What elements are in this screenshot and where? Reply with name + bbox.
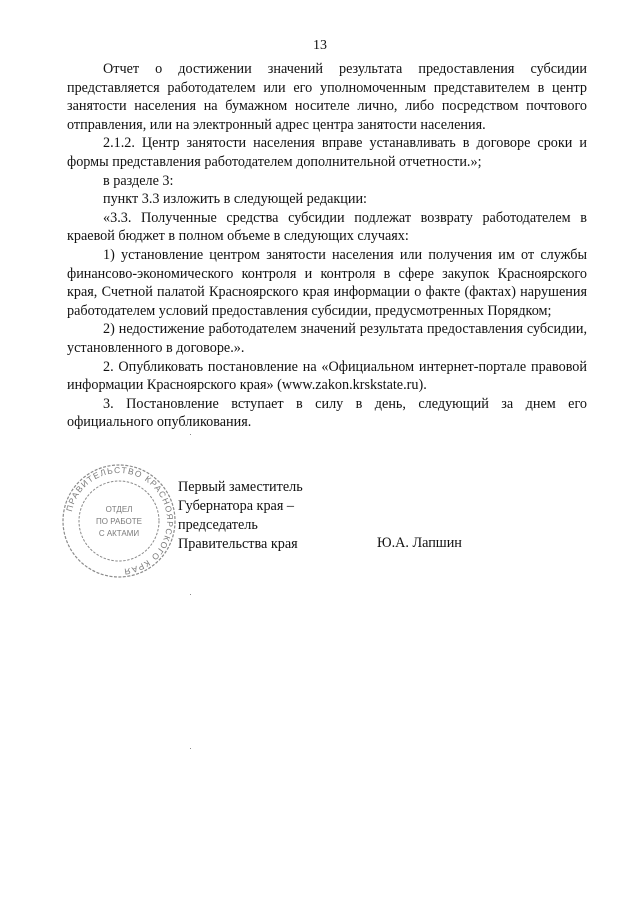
paragraph-section-3: в разделе 3: [103, 172, 174, 189]
scan-speck [190, 594, 191, 595]
scan-speck [190, 748, 191, 749]
signature-block [178, 478, 303, 554]
official-stamp [60, 462, 178, 580]
paragraph-case-2: 2) недостижение работодателем значений результата предоставления субсидии, установленного в договоре.». [67, 321, 587, 356]
paragraph-report: Отчет о достижении значений результата предоставления субсидии представляется работодателем или его уполномоченным представителем в центр занятости населения на бумажном носителе лично, либо посредством почтового отправления, или на электронный адрес центра занятости населения. [67, 61, 587, 133]
stamp-line-1: ОТДЕЛ [105, 505, 133, 514]
signature-title-line: Первый заместитель [178, 479, 303, 495]
signatory-name: Ю.А. Лапшин [377, 535, 462, 551]
signature-title-line: председатель [178, 517, 258, 533]
stamp-line-2: ПО РАБОТЕ [96, 517, 142, 526]
stamp-outer-text: ПРАВИТЕЛЬСТВО КРАСНОЯРСКОГО КРАЯ [63, 464, 176, 577]
document-body [67, 60, 587, 432]
signature-title-line: Правительства края [178, 536, 298, 552]
stamp-line-3: С АКТАМИ [98, 529, 140, 538]
paragraph-case-1: 1) установление центром занятости населения или получения им от службы финансово-экономического контроля и контроля в сфере закупок Красноярского края, Счетной палатой Красноярского края информации о факте (фактах) нарушения работодателем условий предоставления субсидии, предусмотренных Порядком; [67, 246, 587, 319]
paragraph-clause-3-3-intro: пункт 3.3 изложить в следующей редакции: [103, 191, 367, 208]
paragraph-effective: 3. Постановление вступает в силу в день, следующий за днем его официального опубликования. [67, 395, 587, 431]
paragraph-clause-3-3: «3.3. Полученные средства субсидии подлежат возврату работодателем в краевой бюджет в полном объеме в следующих случаях: [67, 209, 587, 245]
paragraph-publish: 2. Опубликовать постановление на «Официальном интернет-портале правовой информации Красноярского края» (www.zakon.krskstate.ru). [67, 358, 587, 394]
signature-title-line: Губернатора края – [178, 498, 295, 514]
paragraph-2-1-2: 2.1.2. Центр занятости населения вправе устанавливать в договоре сроки и формы представления работодателем дополнительной отчетности.»; [67, 135, 587, 170]
scan-speck [190, 434, 191, 435]
page-number: 13 [313, 38, 327, 53]
